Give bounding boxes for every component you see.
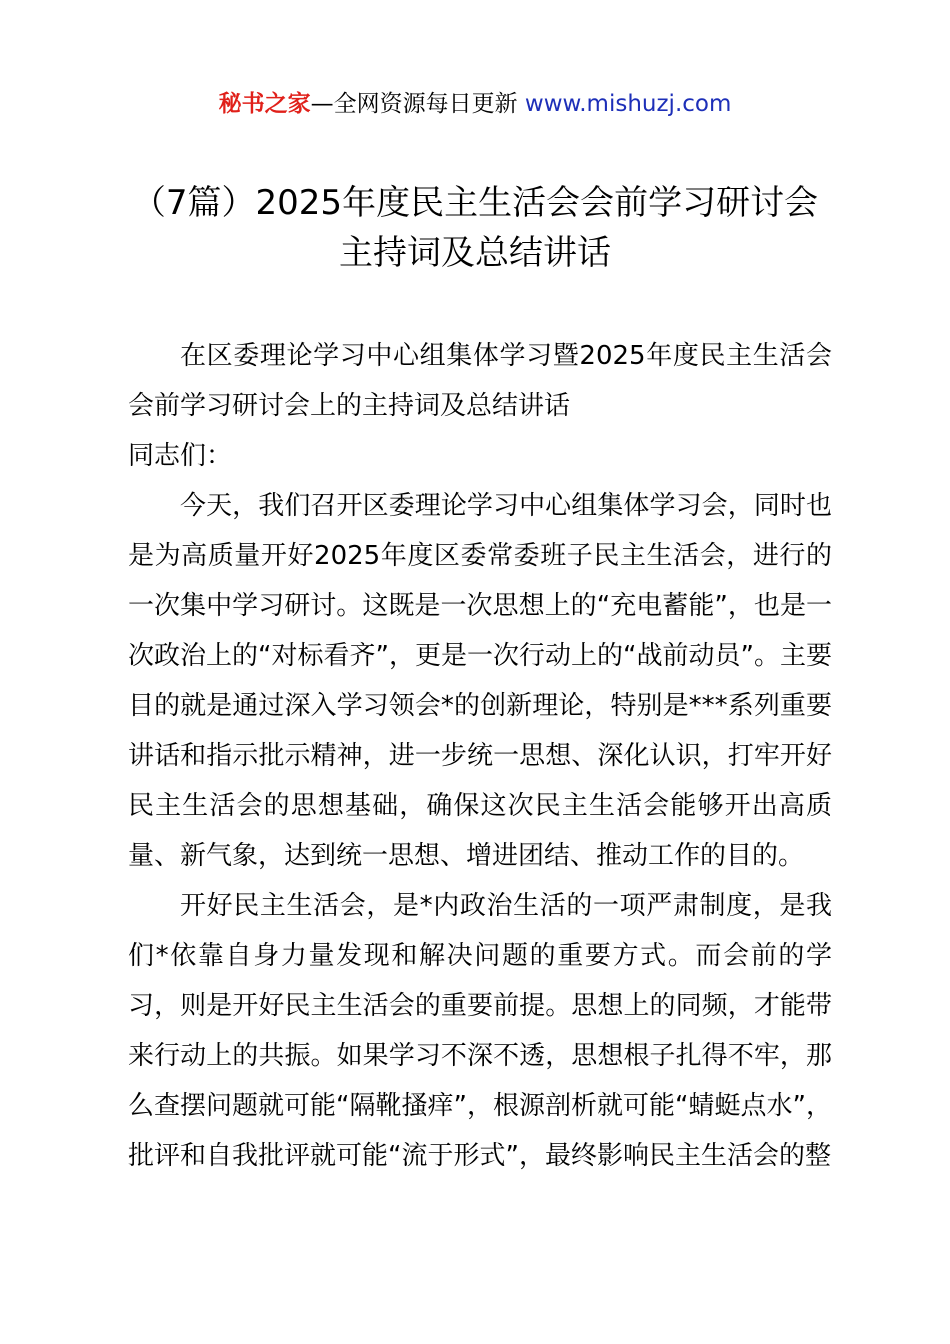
document-title-line-2: 主持词及总结讲话: [339, 233, 611, 273]
salutation: 同志们：: [128, 441, 233, 471]
document-body: [128, 331, 832, 1181]
body-paragraph: 今天，我们召开区委理论学习中心组集体学习会，同时也是为高质量开好2025年度区委常委班子民主生活会，进行的一次集中学习研讨。这既是一次思想上的“充电蓄能”，也是一次政治上的“对标看齐”，更是一次行动上的“战前动员”。主要目的就是通过深入学习领会*的创新理论，特别是***系列重要讲话和指示批示精神，进一步统一思想、深化认识，打牢开好民主生活会的思想基础，确保这次民主生活会能够开出高质量、新气象，达到统一思想、增进团结、推动工作的目的。: [128, 491, 832, 871]
document-subtitle: 在区委理论学习中心组集体学习暨2025年度民主生活会会前学习研讨会上的主持词及总结讲话: [128, 341, 832, 421]
site-brand: 秘书之家: [218, 91, 311, 117]
document-title: [100, 178, 850, 278]
document-title-line-1: （7篇）2025年度民主生活会会前学习研讨会: [131, 183, 819, 223]
site-tagline: —全网资源每日更新: [310, 91, 518, 117]
body-paragraph: 开好民主生活会，是*内政治生活的一项严肃制度，是我们*依靠自身力量发现和解决问题的重要方式。而会前的学习，则是开好民主生活会的重要前提。思想上的同频，才能带来行动上的共振。如果学习不深不透，思想根子扎得不牢，那么查摆问题就可能“隔靴搔痒”，根源剖析就可能“蜻蜓点水”，批评和自我批评就可能“流于形式”，最终影响民主生活会的整: [128, 891, 832, 1171]
site-header: [0, 88, 950, 120]
site-url-link[interactable]: www.mishuzj.com: [524, 91, 732, 117]
